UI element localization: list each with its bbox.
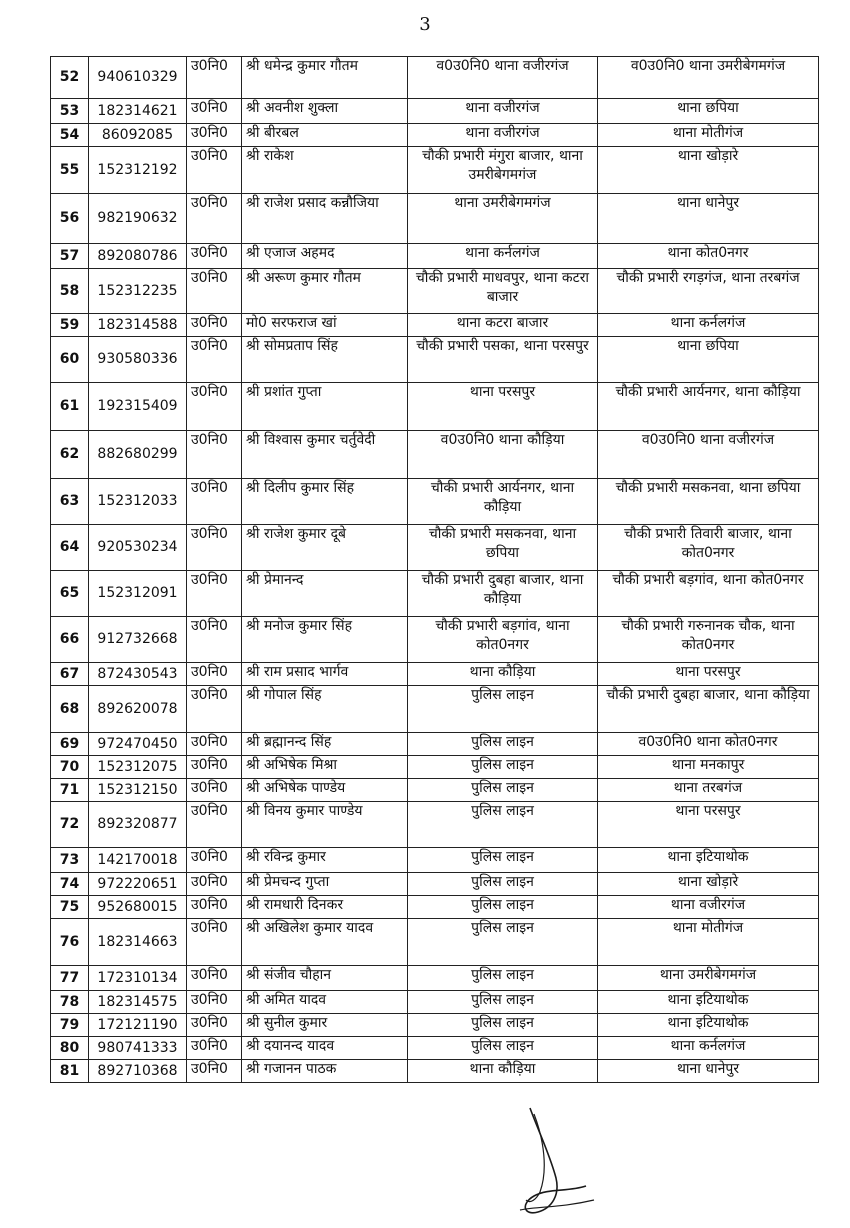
new-posting-cell: थाना इटियाथोक [598, 1014, 819, 1037]
rank-cell: उ0नि0 [187, 124, 242, 147]
rank-cell: उ0नि0 [187, 479, 242, 525]
new-posting-cell: चौकी प्रभारी रगड़गंज, थाना तरबगंज [598, 269, 819, 314]
employee-number-cell: 920530234 [89, 525, 187, 571]
serial-number-cell: 79 [51, 1014, 89, 1037]
new-posting-cell: थाना कर्नलगंज [598, 314, 819, 337]
new-posting-cell: व0उ0नि0 थाना वजीरगंज [598, 431, 819, 479]
rank-cell: उ0नि0 [187, 525, 242, 571]
serial-number-cell: 69 [51, 733, 89, 756]
officer-name-cell: श्री गोपाल सिंह [242, 686, 408, 733]
serial-number-cell: 65 [51, 571, 89, 617]
rank-cell: उ0नि0 [187, 756, 242, 779]
current-posting-cell: थाना परसपुर [408, 383, 598, 431]
serial-number-cell: 78 [51, 991, 89, 1014]
current-posting-cell: व0उ0नि0 थाना कौड़िया [408, 431, 598, 479]
table-row [51, 756, 819, 779]
new-posting-cell: थाना धानेपुर [598, 1060, 819, 1083]
officer-name-cell: श्री संजीव चौहान [242, 966, 408, 991]
serial-number-cell: 71 [51, 779, 89, 802]
new-posting-cell: थाना छपिया [598, 99, 819, 124]
employee-number-cell: 182314621 [89, 99, 187, 124]
officer-name-cell: श्री धमेन्द्र कुमार गौतम [242, 57, 408, 99]
employee-number-cell: 152312075 [89, 756, 187, 779]
new-posting-cell: थाना परसपुर [598, 802, 819, 848]
officer-name-cell: श्री राजेश कुमार दूबे [242, 525, 408, 571]
new-posting-cell: चौकी प्रभारी मसकनवा, थाना छपिया [598, 479, 819, 525]
employee-number-cell: 142170018 [89, 848, 187, 873]
serial-number-cell: 66 [51, 617, 89, 663]
new-posting-cell: थाना वजीरगंज [598, 896, 819, 919]
rank-cell: उ0नि0 [187, 337, 242, 383]
officer-name-cell: श्री प्रेमचन्द गुप्ता [242, 873, 408, 896]
table-row [51, 848, 819, 873]
serial-number-cell: 80 [51, 1037, 89, 1060]
current-posting-cell: चौकी प्रभारी बड़गांव, थाना कोत0नगर [408, 617, 598, 663]
new-posting-cell: थाना इटियाथोक [598, 848, 819, 873]
table-row [51, 873, 819, 896]
employee-number-cell: 972470450 [89, 733, 187, 756]
rank-cell: उ0नि0 [187, 991, 242, 1014]
serial-number-cell: 77 [51, 966, 89, 991]
serial-number-cell: 62 [51, 431, 89, 479]
page-number: 3 [419, 14, 431, 35]
employee-number-cell: 980741333 [89, 1037, 187, 1060]
employee-number-cell: 882680299 [89, 431, 187, 479]
employee-number-cell: 872430543 [89, 663, 187, 686]
serial-number-cell: 58 [51, 269, 89, 314]
employee-number-cell: 972220651 [89, 873, 187, 896]
current-posting-cell: पुलिस लाइन [408, 686, 598, 733]
table-row [51, 1060, 819, 1083]
rank-cell: उ0नि0 [187, 919, 242, 966]
rank-cell: उ0नि0 [187, 269, 242, 314]
current-posting-cell: चौकी प्रभारी दुबहा बाजार, थाना कौड़िया [408, 571, 598, 617]
officer-name-cell: श्री मनोज कुमार सिंह [242, 617, 408, 663]
officer-name-cell: श्री गजानन पाठक [242, 1060, 408, 1083]
current-posting-cell: थाना कटरा बाजार [408, 314, 598, 337]
transfer-table [50, 56, 819, 1083]
rank-cell: उ0नि0 [187, 617, 242, 663]
table-row [51, 314, 819, 337]
serial-number-cell: 75 [51, 896, 89, 919]
serial-number-cell: 72 [51, 802, 89, 848]
officer-name-cell: श्री अभिषेक पाण्डेय [242, 779, 408, 802]
current-posting-cell: चौकी प्रभारी आर्यनगर, थाना कौड़िया [408, 479, 598, 525]
current-posting-cell: थाना कौड़िया [408, 1060, 598, 1083]
officer-name-cell: श्री एजाज अहमद [242, 244, 408, 269]
employee-number-cell: 152312192 [89, 147, 187, 194]
current-posting-cell: चौकी प्रभारी पसका, थाना परसपुर [408, 337, 598, 383]
new-posting-cell: थाना खोड़ारे [598, 873, 819, 896]
employee-number-cell: 152312033 [89, 479, 187, 525]
signature-image [490, 1100, 600, 1220]
serial-number-cell: 76 [51, 919, 89, 966]
new-posting-cell: चौकी प्रभारी गरुनानक चौक, थाना कोत0नगर [598, 617, 819, 663]
table-row [51, 663, 819, 686]
rank-cell: उ0नि0 [187, 848, 242, 873]
officer-name-cell: श्री बीरबल [242, 124, 408, 147]
serial-number-cell: 68 [51, 686, 89, 733]
employee-number-cell: 892080786 [89, 244, 187, 269]
current-posting-cell: पुलिस लाइन [408, 1014, 598, 1037]
current-posting-cell: थाना कर्नलगंज [408, 244, 598, 269]
table-row [51, 383, 819, 431]
new-posting-cell: व0उ0नि0 थाना उमरीबेगमगंज [598, 57, 819, 99]
officer-name-cell: श्री राजेश प्रसाद कन्नौजिया [242, 194, 408, 244]
rank-cell: उ0नि0 [187, 244, 242, 269]
officer-name-cell: श्री विश्वास कुमार चर्तुवेदी [242, 431, 408, 479]
rank-cell: उ0नि0 [187, 966, 242, 991]
rank-cell: उ0नि0 [187, 571, 242, 617]
rank-cell: उ0नि0 [187, 733, 242, 756]
current-posting-cell: थाना उमरीबेगमगंज [408, 194, 598, 244]
new-posting-cell: थाना कर्नलगंज [598, 1037, 819, 1060]
rank-cell: उ0नि0 [187, 779, 242, 802]
new-posting-cell: थाना तरबगंज [598, 779, 819, 802]
new-posting-cell: थाना मोतीगंज [598, 124, 819, 147]
rank-cell: उ0नि0 [187, 686, 242, 733]
current-posting-cell: पुलिस लाइन [408, 848, 598, 873]
serial-number-cell: 67 [51, 663, 89, 686]
new-posting-cell: व0उ0नि0 थाना कोत0नगर [598, 733, 819, 756]
officer-name-cell: श्री राकेश [242, 147, 408, 194]
rank-cell: उ0नि0 [187, 873, 242, 896]
table-row [51, 919, 819, 966]
new-posting-cell: चौकी प्रभारी आर्यनगर, थाना कौड़िया [598, 383, 819, 431]
employee-number-cell: 182314663 [89, 919, 187, 966]
officer-name-cell: श्री राम प्रसाद भार्गव [242, 663, 408, 686]
officer-name-cell: श्री अरूण कुमार गौतम [242, 269, 408, 314]
new-posting-cell: थाना छपिया [598, 337, 819, 383]
current-posting-cell: पुलिस लाइन [408, 733, 598, 756]
employee-number-cell: 182314588 [89, 314, 187, 337]
table-row [51, 147, 819, 194]
current-posting-cell: चौकी प्रभारी माधवपुर, थाना कटरा बाजार [408, 269, 598, 314]
table-row [51, 686, 819, 733]
officer-name-cell: श्री अभिषेक मिश्रा [242, 756, 408, 779]
transfer-table-body [51, 57, 819, 1083]
table-row [51, 99, 819, 124]
new-posting-cell: चौकी प्रभारी तिवारी बाजार, थाना कोत0नगर [598, 525, 819, 571]
current-posting-cell: पुलिस लाइन [408, 919, 598, 966]
table-row [51, 779, 819, 802]
current-posting-cell: चौकी प्रभारी मसकनवा, थाना छपिया [408, 525, 598, 571]
serial-number-cell: 74 [51, 873, 89, 896]
officer-name-cell: श्री रविन्द्र कुमार [242, 848, 408, 873]
current-posting-cell: पुलिस लाइन [408, 896, 598, 919]
table-row [51, 525, 819, 571]
employee-number-cell: 940610329 [89, 57, 187, 99]
employee-number-cell: 172121190 [89, 1014, 187, 1037]
rank-cell: उ0नि0 [187, 896, 242, 919]
serial-number-cell: 73 [51, 848, 89, 873]
serial-number-cell: 52 [51, 57, 89, 99]
current-posting-cell: थाना कौड़िया [408, 663, 598, 686]
employee-number-cell: 952680015 [89, 896, 187, 919]
rank-cell: उ0नि0 [187, 1014, 242, 1037]
table-row [51, 1014, 819, 1037]
table-row [51, 966, 819, 991]
rank-cell: उ0नि0 [187, 99, 242, 124]
rank-cell: उ0नि0 [187, 1060, 242, 1083]
officer-name-cell: श्री रामधारी दिनकर [242, 896, 408, 919]
rank-cell: उ0नि0 [187, 194, 242, 244]
new-posting-cell: थाना इटियाथोक [598, 991, 819, 1014]
current-posting-cell: पुलिस लाइन [408, 873, 598, 896]
new-posting-cell: चौकी प्रभारी दुबहा बाजार, थाना कौड़िया [598, 686, 819, 733]
employee-number-cell: 892620078 [89, 686, 187, 733]
officer-name-cell: श्री अवनीश शुक्ला [242, 99, 408, 124]
serial-number-cell: 63 [51, 479, 89, 525]
employee-number-cell: 152312235 [89, 269, 187, 314]
employee-number-cell: 152312091 [89, 571, 187, 617]
new-posting-cell: थाना उमरीबेगमगंज [598, 966, 819, 991]
officer-name-cell: श्री सोमप्रताप सिंह [242, 337, 408, 383]
serial-number-cell: 54 [51, 124, 89, 147]
employee-number-cell: 172310134 [89, 966, 187, 991]
current-posting-cell: पुलिस लाइन [408, 802, 598, 848]
employee-number-cell: 152312150 [89, 779, 187, 802]
new-posting-cell: थाना खोड़ारे [598, 147, 819, 194]
table-row [51, 269, 819, 314]
rank-cell: उ0नि0 [187, 57, 242, 99]
officer-name-cell: श्री प्रेमानन्द [242, 571, 408, 617]
current-posting-cell: पुलिस लाइन [408, 779, 598, 802]
employee-number-cell: 892320877 [89, 802, 187, 848]
table-row [51, 896, 819, 919]
employee-number-cell: 982190632 [89, 194, 187, 244]
serial-number-cell: 81 [51, 1060, 89, 1083]
officer-name-cell: श्री ब्रह्मानन्द सिंह [242, 733, 408, 756]
serial-number-cell: 60 [51, 337, 89, 383]
new-posting-cell: थाना मनकापुर [598, 756, 819, 779]
table-row [51, 1037, 819, 1060]
table-row [51, 244, 819, 269]
table-row [51, 802, 819, 848]
current-posting-cell: व0उ0नि0 थाना वजीरगंज [408, 57, 598, 99]
serial-number-cell: 57 [51, 244, 89, 269]
employee-number-cell: 86092085 [89, 124, 187, 147]
new-posting-cell: थाना धानेपुर [598, 194, 819, 244]
officer-name-cell: श्री दयानन्द यादव [242, 1037, 408, 1060]
new-posting-cell: थाना कोत0नगर [598, 244, 819, 269]
rank-cell: उ0नि0 [187, 431, 242, 479]
rank-cell: उ0नि0 [187, 1037, 242, 1060]
table-row [51, 571, 819, 617]
rank-cell: उ0नि0 [187, 383, 242, 431]
current-posting-cell: थाना वजीरगंज [408, 124, 598, 147]
rank-cell: उ0नि0 [187, 802, 242, 848]
new-posting-cell: थाना परसपुर [598, 663, 819, 686]
table-row [51, 194, 819, 244]
current-posting-cell: पुलिस लाइन [408, 966, 598, 991]
officer-name-cell: श्री अखिलेश कुमार यादव [242, 919, 408, 966]
new-posting-cell: चौकी प्रभारी बड़गांव, थाना कोत0नगर [598, 571, 819, 617]
officer-name-cell: श्री सुनील कुमार [242, 1014, 408, 1037]
serial-number-cell: 56 [51, 194, 89, 244]
officer-name-cell: श्री दिलीप कुमार सिंह [242, 479, 408, 525]
employee-number-cell: 912732668 [89, 617, 187, 663]
current-posting-cell: थाना वजीरगंज [408, 99, 598, 124]
officer-name-cell: श्री अमित यादव [242, 991, 408, 1014]
serial-number-cell: 53 [51, 99, 89, 124]
officer-name-cell: मो0 सरफराज खां [242, 314, 408, 337]
officer-name-cell: श्री विनय कुमार पाण्डेय [242, 802, 408, 848]
employee-number-cell: 192315409 [89, 383, 187, 431]
table-row [51, 991, 819, 1014]
employee-number-cell: 930580336 [89, 337, 187, 383]
table-row [51, 337, 819, 383]
serial-number-cell: 61 [51, 383, 89, 431]
table-row [51, 733, 819, 756]
current-posting-cell: पुलिस लाइन [408, 991, 598, 1014]
table-row [51, 479, 819, 525]
serial-number-cell: 55 [51, 147, 89, 194]
employee-number-cell: 182314575 [89, 991, 187, 1014]
employee-number-cell: 892710368 [89, 1060, 187, 1083]
serial-number-cell: 59 [51, 314, 89, 337]
rank-cell: उ0नि0 [187, 663, 242, 686]
new-posting-cell: थाना मोतीगंज [598, 919, 819, 966]
rank-cell: उ0नि0 [187, 147, 242, 194]
current-posting-cell: चौकी प्रभारी मंगुरा बाजार, थाना उमरीबेगमगंज [408, 147, 598, 194]
table-row [51, 57, 819, 99]
table-row [51, 124, 819, 147]
current-posting-cell: पुलिस लाइन [408, 1037, 598, 1060]
table-row [51, 617, 819, 663]
table-row [51, 431, 819, 479]
current-posting-cell: पुलिस लाइन [408, 756, 598, 779]
serial-number-cell: 64 [51, 525, 89, 571]
serial-number-cell: 70 [51, 756, 89, 779]
rank-cell: उ0नि0 [187, 314, 242, 337]
officer-name-cell: श्री प्रशांत गुप्ता [242, 383, 408, 431]
